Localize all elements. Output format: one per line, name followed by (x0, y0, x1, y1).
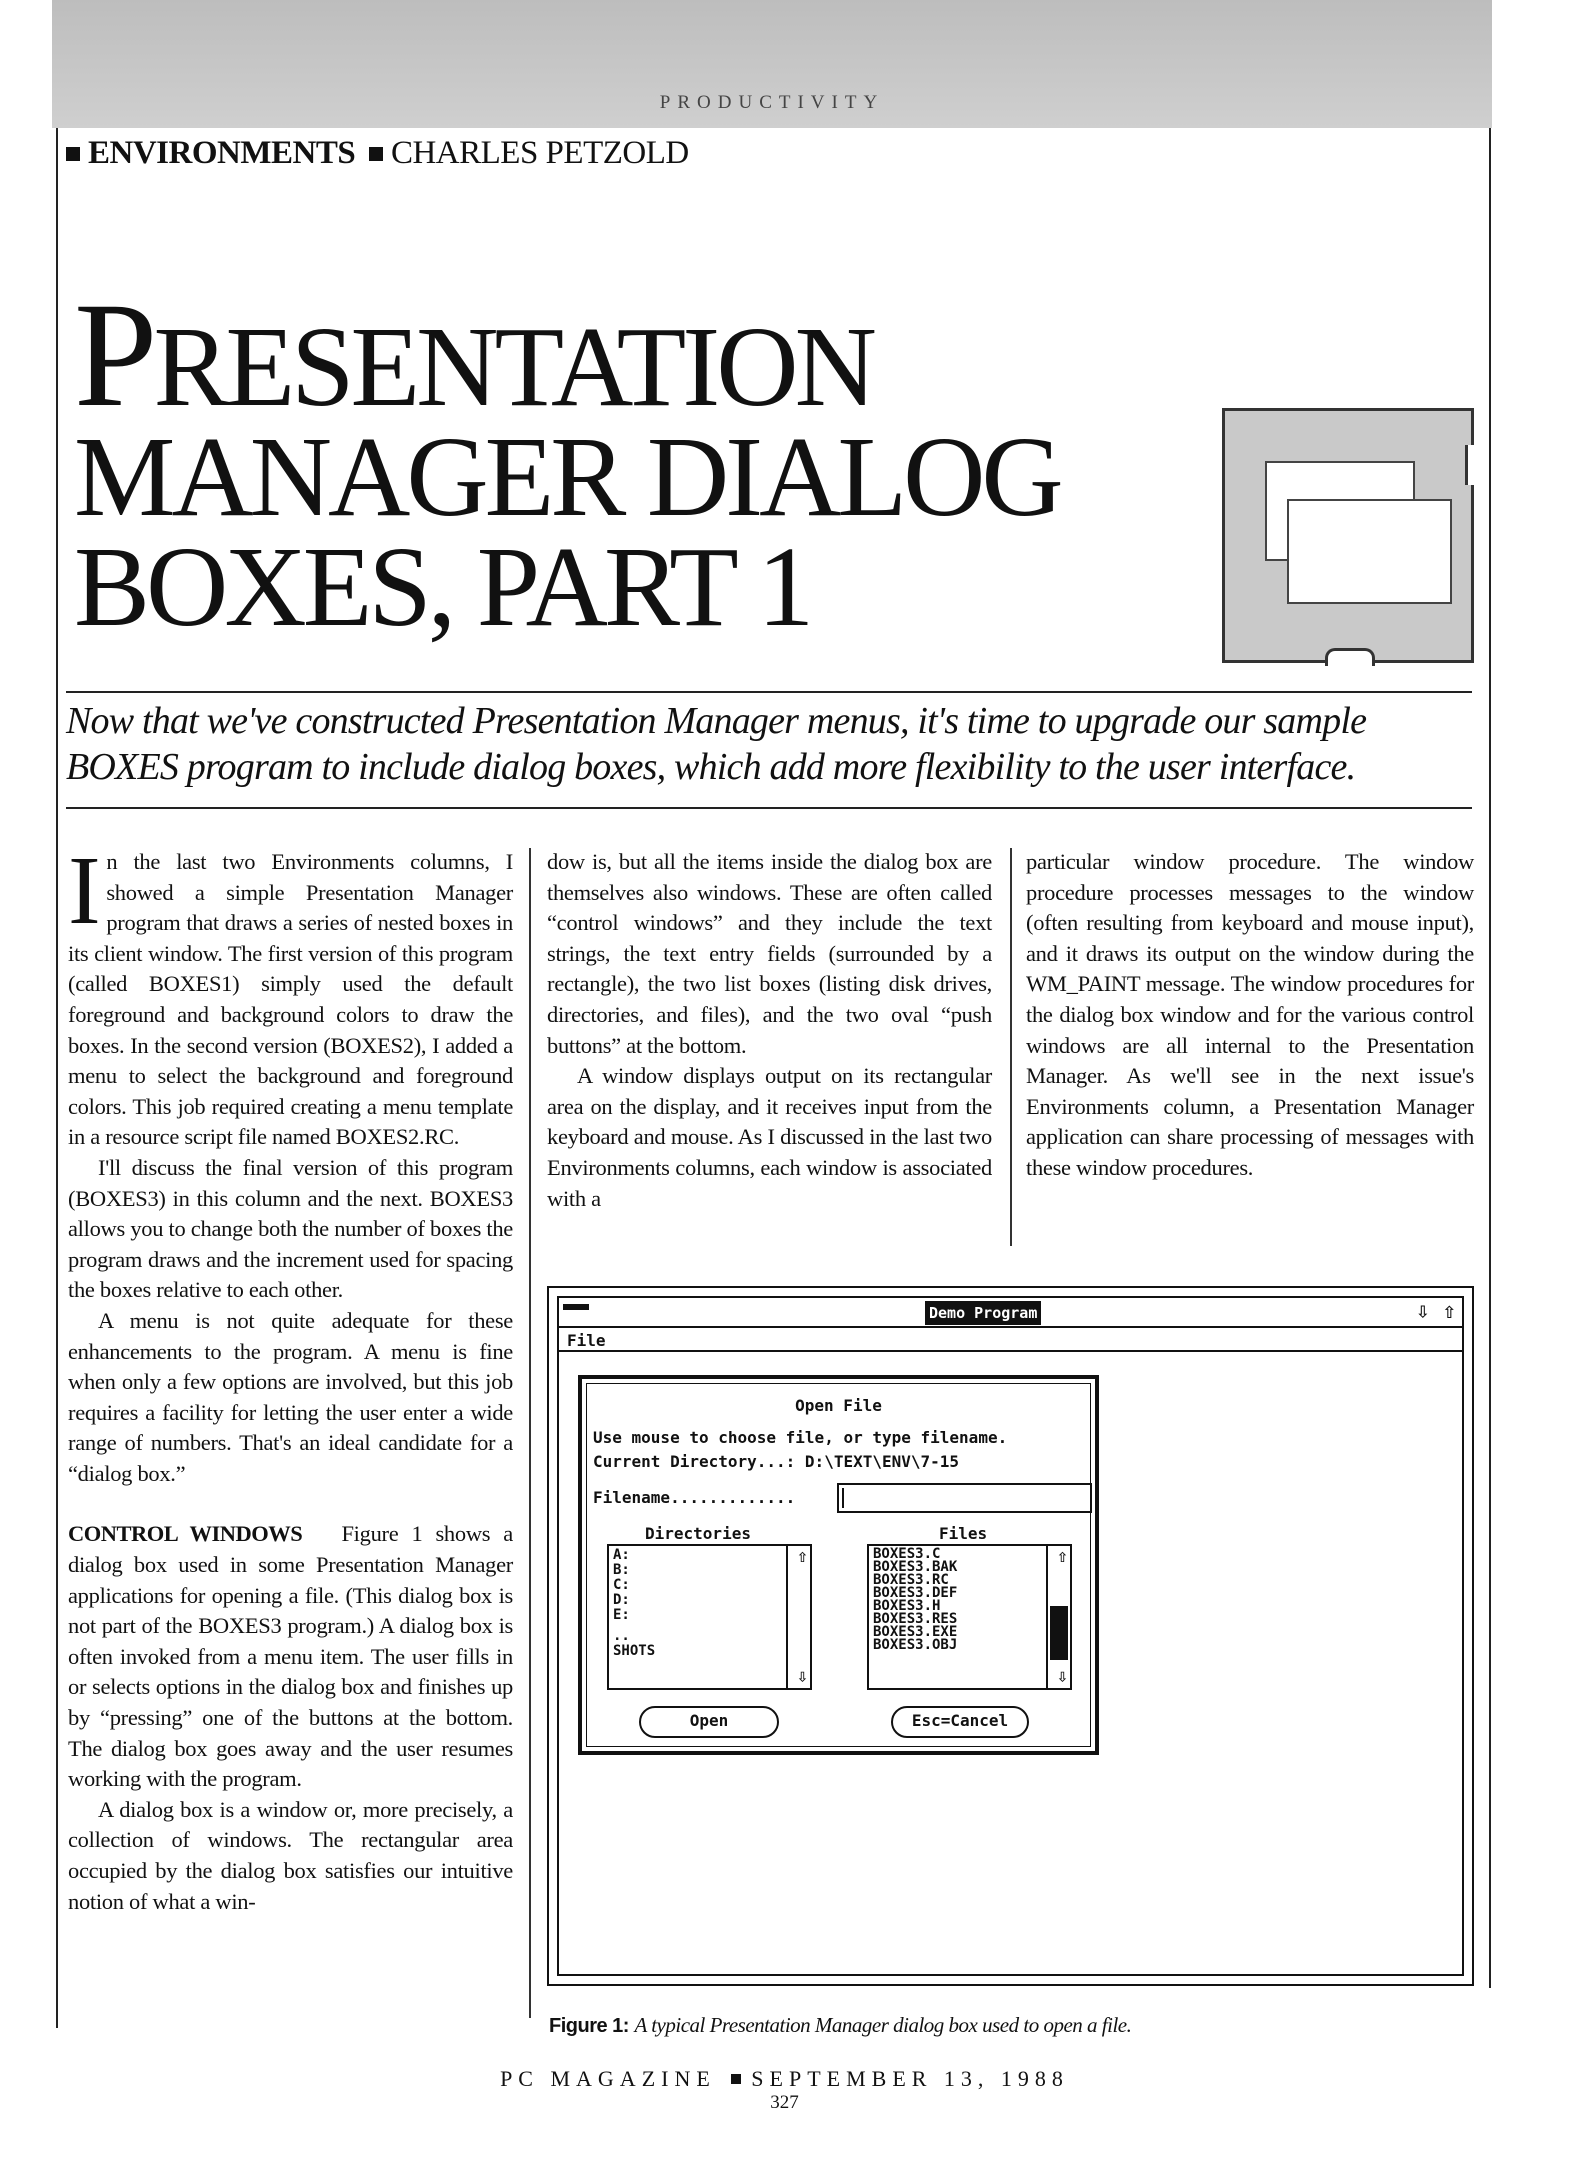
magazine-name: PC MAGAZINE (500, 2066, 716, 2091)
square-bullet-icon (731, 2074, 741, 2084)
list-item[interactable]: SHOTS (613, 1643, 656, 1659)
system-menu-icon[interactable] (563, 1304, 589, 1318)
files-listbox[interactable] (867, 1544, 1072, 1690)
filename-label: Filename............. (593, 1488, 796, 1507)
list-item[interactable]: D: (613, 1592, 630, 1608)
title-initial: P (74, 272, 154, 438)
scroll-up-arrow-icon[interactable]: ⇧ (1057, 1546, 1068, 1567)
window-title: Demo Program (925, 1301, 1041, 1325)
list-item[interactable]: BOXES3.OBJ (873, 1637, 958, 1653)
caption-text: A typical Presentation Manager dialog box used to open a file. (634, 2013, 1132, 2037)
col1-paragraph-1: n the last two Environments columns, I showed a simple Presentation Manager program that draws a series of nested boxes in its client window. The first version of this program (called BOXES1) simply used the default foreground and background colors to draw the boxes. In the second version (BOXES2), I added a menu to select the background and foreground colors. This job required creating a menu template in a resource script file named BOXES2.RC. (68, 849, 513, 1150)
files-scrollbar[interactable] (1046, 1546, 1070, 1688)
dialog-instruction: Use mouse to choose file, or type filename. (593, 1428, 1008, 1447)
directories-label: Directories (645, 1524, 751, 1543)
col2-paragraph-1: dow is, but all the items inside the dialog box are themselves also windows. These are often called “control windows” and they include the text strings, the text entry fields (surrounded by a rectangle), the two list boxes (listing disk drives, directories, and files), and the two oval “push buttons” at the bottom. (547, 849, 992, 1058)
directories-list (613, 1548, 655, 1659)
square-bullet-icon (66, 147, 80, 161)
title-line-3: BOXES, PART 1 (74, 523, 811, 650)
article-deck: Now that we've constructed Presentation Manager menus, it's time to upgrade our sample BOXES program to include dialog boxes, which add more flexibility to the user interface. (66, 700, 1367, 788)
cancel-button[interactable]: Esc=Cancel (891, 1706, 1029, 1738)
figure-caption (549, 2013, 1131, 2038)
col3-paragraph-1: particular window procedure. The window procedure processes messages to the window (often resulting from keyboard and mouse input), and it draws its output on the window during the WM_PAINT message. The window procedures for the dialog box window and for the various control windows are all internal to the Presentation Manager. As we'll see in the next issue's Environments column, a Presentation Manager application can share processing of messages with these window procedures. (1026, 849, 1474, 1180)
col1-paragraph-4: Figure 1 shows a dialog box used in some Presentation Manager applications for opening a file. (This dialog box is not part of the BOXES3 program.) A dialog box is often invoked from a menu item. The user fills in or selects options in the dialog box and finishes up by “pressing” one of the buttons at the bottom. The dialog box goes away and the user resumes working with the program. (68, 1521, 513, 1792)
files-label: Files (939, 1524, 988, 1543)
article-title (74, 272, 1060, 650)
title-line-2: MANAGER DIALOG (74, 413, 1060, 540)
list-item[interactable]: BOXES3.DEF (873, 1585, 958, 1601)
deck-top-rule (66, 691, 1472, 693)
menu-file[interactable]: File (567, 1331, 606, 1350)
text-caret (842, 1488, 844, 1508)
list-item[interactable]: BOXES3.BAK (873, 1559, 958, 1575)
body-column-2 (547, 847, 992, 1214)
column-divider (1010, 848, 1012, 1246)
byline (66, 135, 689, 172)
list-item[interactable]: A: (613, 1547, 630, 1563)
caption-label: Figure 1: (549, 2015, 629, 2037)
stacked-windows-illustration (1222, 408, 1474, 663)
minimize-maximize-icons[interactable]: ⇩ ⇧ (1416, 1299, 1456, 1324)
list-item[interactable]: BOXES3.H (873, 1598, 941, 1614)
open-button[interactable]: Open (639, 1706, 779, 1738)
list-item[interactable]: BOXES3.EXE (873, 1624, 958, 1640)
col1-paragraph-3: A menu is not quite adequate for these enhancements to the program. A menu is fine when only a few options are involved, but this job requires a facility for letting the user enter a wide range of numbers. That's an ideal candidate for a “dialog box.” (68, 1307, 513, 1486)
demo-program-window (557, 1296, 1464, 1976)
window-menubar (559, 1330, 1462, 1352)
list-item[interactable]: .. (613, 1628, 630, 1644)
list-item[interactable]: BOXES3.C (873, 1546, 941, 1562)
files-list (873, 1548, 957, 1652)
current-directory: Current Directory...: D:\TEXT\ENV\7-15 (593, 1452, 960, 1471)
issue-date: SEPTEMBER 13, 1988 (751, 2066, 1069, 2091)
scroll-down-arrow-icon[interactable]: ⇩ (1057, 1666, 1068, 1687)
body-column-1 (68, 837, 513, 1917)
section-label: PRODUCTIVITY (659, 92, 885, 113)
col1-paragraph-2: I'll discuss the final version of this program (BOXES3) in this column and the next. BOXES3 allows you to change both the number of boxes the program draws and the increment used for spacing the boxes relative to each other. (68, 1154, 513, 1303)
front-window-icon (1287, 499, 1452, 604)
window-titlebar (559, 1298, 1462, 1328)
title-line-1: RESENTATION (153, 303, 873, 430)
subhead-control-windows: CONTROL WINDOWS (68, 1521, 303, 1547)
scroll-down-arrow-icon[interactable]: ⇩ (797, 1666, 808, 1687)
drop-cap: I (68, 837, 101, 945)
right-rule (1489, 128, 1491, 1988)
scroll-up-arrow-icon[interactable]: ⇧ (797, 1546, 808, 1567)
figure-1-screenshot (547, 1286, 1474, 1986)
column-divider (529, 848, 531, 2018)
left-rule (56, 128, 58, 2028)
body-column-3 (1026, 847, 1474, 1184)
illustration-tab (1325, 648, 1375, 666)
list-item[interactable]: E: (613, 1607, 630, 1623)
scroll-thumb[interactable] (1050, 1606, 1068, 1660)
col2-paragraph-2: A window displays output on its rectangular area on the display, and it receives input from the keyboard and mouse. As I discussed in the last two Environments columns, each window is associated with a (547, 1063, 992, 1211)
page-number: 327 (770, 2092, 799, 2113)
filename-entry[interactable] (837, 1483, 1092, 1513)
dialog-title: Open File (795, 1396, 882, 1415)
dialog-frame (586, 1383, 1091, 1747)
column-name: ENVIRONMENTS (88, 135, 356, 171)
list-item[interactable]: C: (613, 1577, 630, 1593)
page-footer (0, 2066, 1569, 2092)
deck-bottom-rule (66, 807, 1472, 809)
list-item[interactable]: B: (613, 1562, 630, 1578)
col1-paragraph-5: A dialog box is a window or, more precisely, a collection of windows. The rectangular area occupied by the dialog box satisfies our intuitive notion of what a win- (68, 1796, 513, 1914)
author-name: CHARLES PETZOLD (390, 135, 689, 171)
open-file-dialog (578, 1375, 1099, 1755)
square-bullet-icon (369, 147, 383, 161)
directories-listbox[interactable] (607, 1544, 812, 1690)
directories-scrollbar[interactable] (786, 1546, 810, 1688)
illustration-notch (1465, 445, 1477, 485)
list-item[interactable]: BOXES3.RC (873, 1572, 949, 1588)
list-item[interactable]: BOXES3.RES (873, 1611, 958, 1627)
